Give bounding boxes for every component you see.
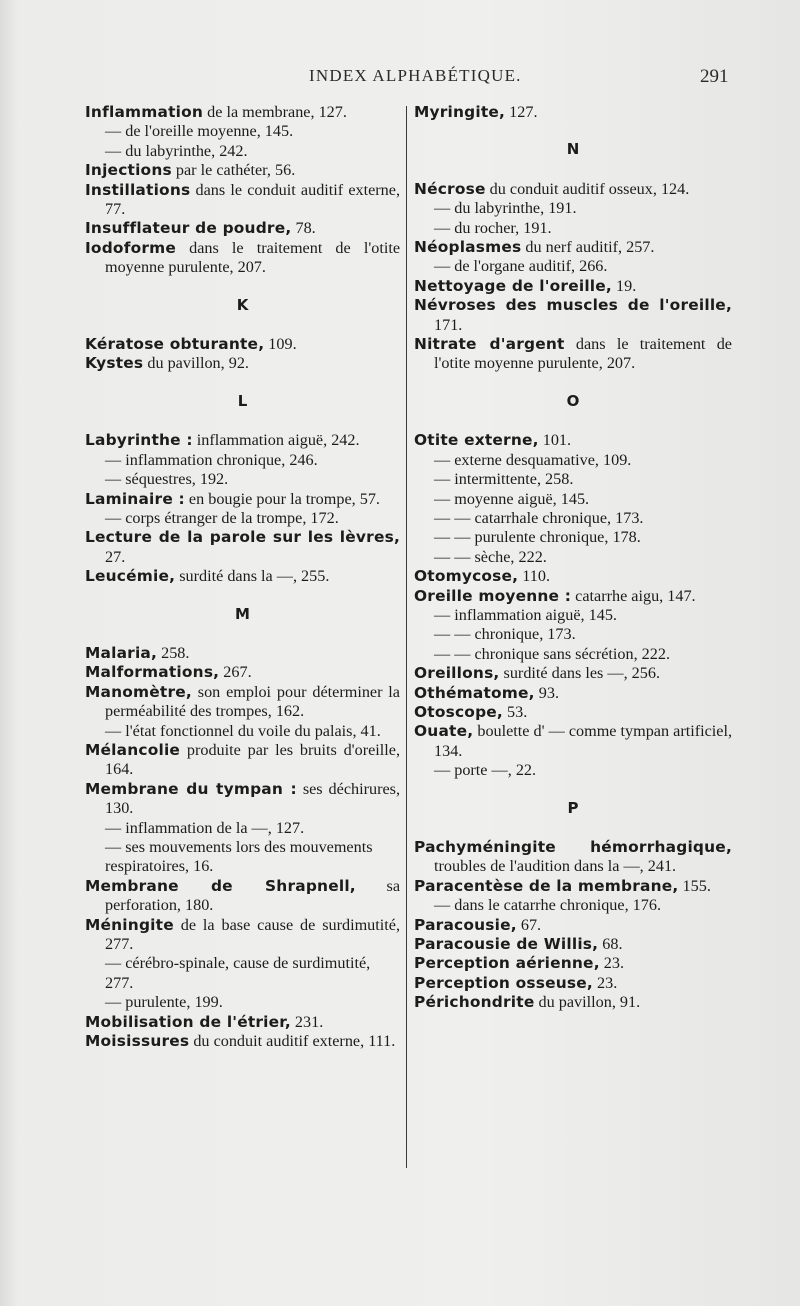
- section-letter: L: [237, 391, 248, 410]
- running-title: INDEX ALPHABÉTIQUE.: [309, 66, 522, 85]
- index-entry: Nécrose du conduit auditif osseux, 124.: [414, 179, 690, 198]
- index-entry: Labyrinthe : inflammation aiguë, 242.: [85, 431, 360, 450]
- index-entry: Paracousie, 67.: [414, 915, 542, 934]
- index-subentry: — l'état fonctionnel du voile du palais, 41.: [105, 721, 381, 740]
- index-entry: Myringite, 127.: [414, 103, 538, 121]
- index-subentry: — — catarrhale chronique, 173.: [434, 508, 644, 527]
- index-entry: Kystes du pavillon, 92.: [85, 354, 249, 373]
- index-entry: Pachyméningite hémorrhagique, troubles de l'audition dans la —, 241.: [414, 838, 732, 876]
- index-subentry: — inflammation de la —, 127.: [105, 818, 305, 837]
- index-entry: Instillations dans le conduit auditif externe, 77.: [85, 180, 401, 219]
- right-column: [414, 103, 732, 1013]
- left-column: [85, 103, 400, 1051]
- index-entry: Névroses des muscles de l'oreille, 171.: [414, 296, 732, 334]
- index-subentry: — purulente, 199.: [105, 993, 223, 1012]
- index-entry: Otite externe, 101.: [414, 431, 572, 450]
- section-letter: O: [566, 391, 580, 410]
- index-subentry: — inflammation aiguë, 145.: [434, 605, 617, 624]
- index-entry: Malformations, 267.: [85, 663, 252, 682]
- index-entry: Oreille moyenne : catarrhe aigu, 147.: [414, 586, 696, 605]
- index-subentry: — de l'oreille moyenne, 145.: [105, 122, 294, 141]
- index-entry: Malaria, 258.: [85, 643, 190, 662]
- index-entry: Oreillons, surdité dans les —, 256.: [414, 664, 660, 683]
- index-entry: Moisissures du conduit auditif externe, 111.: [85, 1032, 396, 1051]
- section-letter: M: [235, 604, 250, 623]
- index-entry: Méningite de la base cause de surdimutité, 277.: [85, 915, 401, 954]
- index-entry: Perception aérienne, 23.: [414, 954, 625, 973]
- index-entry: Othématome, 93.: [414, 683, 559, 702]
- index-subentry: — du rocher, 191.: [434, 218, 552, 237]
- index-entry: Manomètre, son emploi pour déterminer la perméabilité des trompes, 162.: [85, 682, 400, 721]
- index-entry: Perception osseuse, 23.: [414, 973, 618, 992]
- index-subentry: — externe desquamative, 109.: [434, 450, 632, 469]
- column-rule: [406, 106, 407, 1168]
- index-subentry: — cérébro-spinale, cause de surdimutité, 277.: [105, 954, 371, 992]
- running-head: [0, 66, 800, 90]
- index-entry: Mélancolie produite par les bruits d'oreille, 164.: [85, 740, 400, 779]
- index-subentry: — de l'organe auditif, 266.: [434, 257, 608, 276]
- index-entry: Kératose obturante, 109.: [85, 335, 297, 354]
- index-entry: Mobilisation de l'étrier, 231.: [85, 1012, 324, 1031]
- index-subentry: — porte —, 22.: [434, 761, 537, 780]
- index-subentry: — du labyrinthe, 242.: [105, 141, 248, 160]
- section-letter: K: [236, 295, 249, 314]
- page-number: 291: [700, 66, 729, 87]
- index-subentry: — ses mouvements lors des mouvements respiratoires, 16.: [105, 838, 373, 876]
- index-entry: Nitrate d'argent dans le traitement de l'otite moyenne purulente, 207.: [414, 335, 732, 373]
- index-subentry: — corps étranger de la trompe, 172.: [105, 508, 339, 527]
- index-subentry: — intermittente, 258.: [434, 470, 574, 489]
- index-subentry: — séquestres, 192.: [105, 470, 229, 489]
- index-entry: Néoplasmes du nerf auditif, 257.: [414, 238, 655, 257]
- index-entry: Membrane de Shrapnell, sa perforation, 180.: [85, 876, 401, 915]
- index-subentry: — — purulente chronique, 178.: [434, 528, 641, 547]
- index-entry: Insufflateur de poudre, 78.: [85, 219, 316, 238]
- index-entry: Iodoforme dans le traitement de l'otite moyenne purulente, 207.: [85, 238, 401, 277]
- index-subentry: — — chronique sans sécrétion, 222.: [434, 644, 671, 663]
- index-subentry: — moyenne aiguë, 145.: [434, 489, 590, 508]
- index-entry: Ouate, boulette d' — comme tympan artificiel, 134.: [414, 722, 733, 760]
- section-letter: N: [566, 140, 580, 159]
- section-letter: P: [567, 798, 579, 817]
- index-subentry: — inflammation chronique, 246.: [105, 450, 318, 469]
- index-entry: Otoscope, 53.: [414, 702, 528, 721]
- index-entry: Laminaire : en bougie pour la trompe, 57.: [85, 489, 380, 508]
- index-entry: Paracentèse de la membrane, 155.: [414, 876, 711, 895]
- index-entry: Paracousie de Willis, 68.: [414, 935, 623, 954]
- index-entry: Leucémie, surdité dans la —, 255.: [85, 567, 330, 586]
- index-subentry: — — chronique, 173.: [434, 625, 576, 644]
- index-subentry: — dans le catarrhe chronique, 176.: [434, 896, 661, 915]
- index-entry: Inflammation de la membrane, 127.: [85, 103, 347, 121]
- index-subentry: — — sèche, 222.: [434, 547, 547, 566]
- index-entry: Membrane du tympan : ses déchirures, 130.: [85, 779, 401, 818]
- index-entry: Injections par le cathéter, 56.: [85, 161, 296, 180]
- index-entry: Otomycose, 110.: [414, 567, 551, 586]
- index-entry: Nettoyage de l'oreille, 19.: [414, 276, 637, 295]
- index-subentry: — du labyrinthe, 191.: [434, 199, 577, 218]
- index-entry: Lecture de la parole sur les lèvres, 27.: [85, 528, 400, 566]
- index-entry: Périchondrite du pavillon, 91.: [414, 993, 641, 1012]
